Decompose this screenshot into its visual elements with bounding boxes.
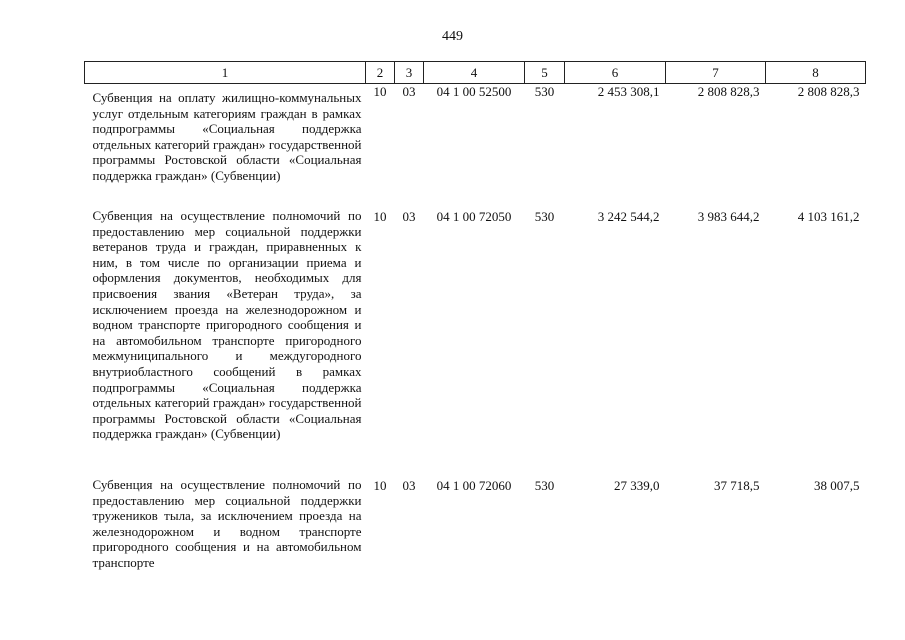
row-value-col7: 37 718,5 <box>714 478 760 493</box>
row-value-col6: 2 453 308,1 <box>597 84 660 99</box>
row-subsection-code: 03 <box>402 84 416 99</box>
row-value-col7: 3 983 644,2 <box>697 209 760 224</box>
row-description: Субвенция на осуществление полномочий по предоставлению мер социальной поддержки тружеников тыла, за исключением проезда на железнодорожном и водном транспорте пригородного сообщения и на автомобильном транспорте <box>92 477 362 570</box>
row-target-article: 04 1 00 72060 <box>436 478 512 493</box>
table-row <box>85 84 866 203</box>
header-col-3: 3 <box>395 62 424 84</box>
row-value-col8: 4 103 161,2 <box>797 209 860 224</box>
header-col-8: 8 <box>766 62 866 84</box>
row-subsection-code: 03 <box>402 209 416 224</box>
table-header-row <box>85 62 866 84</box>
row-section-code: 10 <box>373 209 387 224</box>
row-value-col8: 38 007,5 <box>814 478 860 493</box>
row-section-code: 10 <box>373 84 387 99</box>
header-col-2: 2 <box>366 62 395 84</box>
header-col-7: 7 <box>666 62 766 84</box>
header-col-6: 6 <box>565 62 666 84</box>
row-value-col8: 2 808 828,3 <box>797 84 860 99</box>
row-target-article: 04 1 00 72050 <box>436 209 512 224</box>
table-row <box>85 471 866 571</box>
row-target-article: 04 1 00 52500 <box>436 84 512 99</box>
header-col-5: 5 <box>525 62 565 84</box>
row-value-col6: 3 242 544,2 <box>597 209 660 224</box>
page-number: 449 <box>442 29 463 44</box>
row-expense-type: 530 <box>534 84 555 99</box>
row-subsection-code: 03 <box>402 478 416 493</box>
header-col-4: 4 <box>424 62 525 84</box>
table-row <box>85 202 866 471</box>
row-value-col6: 27 339,0 <box>614 478 660 493</box>
row-description: Субвенция на оплату жилищно-коммунальных услуг отдельным категориям граждан в рамках подпрограммы «Социальная поддержка отдельных категорий граждан» государственной программы Ростовской области «Социальная поддержка граждан» (Субвенции) <box>92 90 362 183</box>
row-expense-type: 530 <box>534 209 555 224</box>
budget-table <box>84 61 866 571</box>
row-value-col7: 2 808 828,3 <box>697 84 760 99</box>
row-description: Субвенция на осуществление полномочий по предоставлению мер социальной поддержки ветеранов труда и граждан, приравненных к ним, в том числе по организации приема и оформления документов, необходимых для присвоения звания «Ветеран труда», за исключением проезда на железнодорожном и водном транспорте пригородного сообщения и на автомобильном транспорте пригородного межмуниципального и междугородного внутриобластного сообщений в рамках подпрограммы «Социальная поддержка отдельных категорий граждан» государственной программы Ростовской области «Социальная поддержка граждан» (Субвенции) <box>92 208 362 442</box>
header-col-1: 1 <box>85 62 366 84</box>
row-expense-type: 530 <box>534 478 555 493</box>
row-section-code: 10 <box>373 478 387 493</box>
